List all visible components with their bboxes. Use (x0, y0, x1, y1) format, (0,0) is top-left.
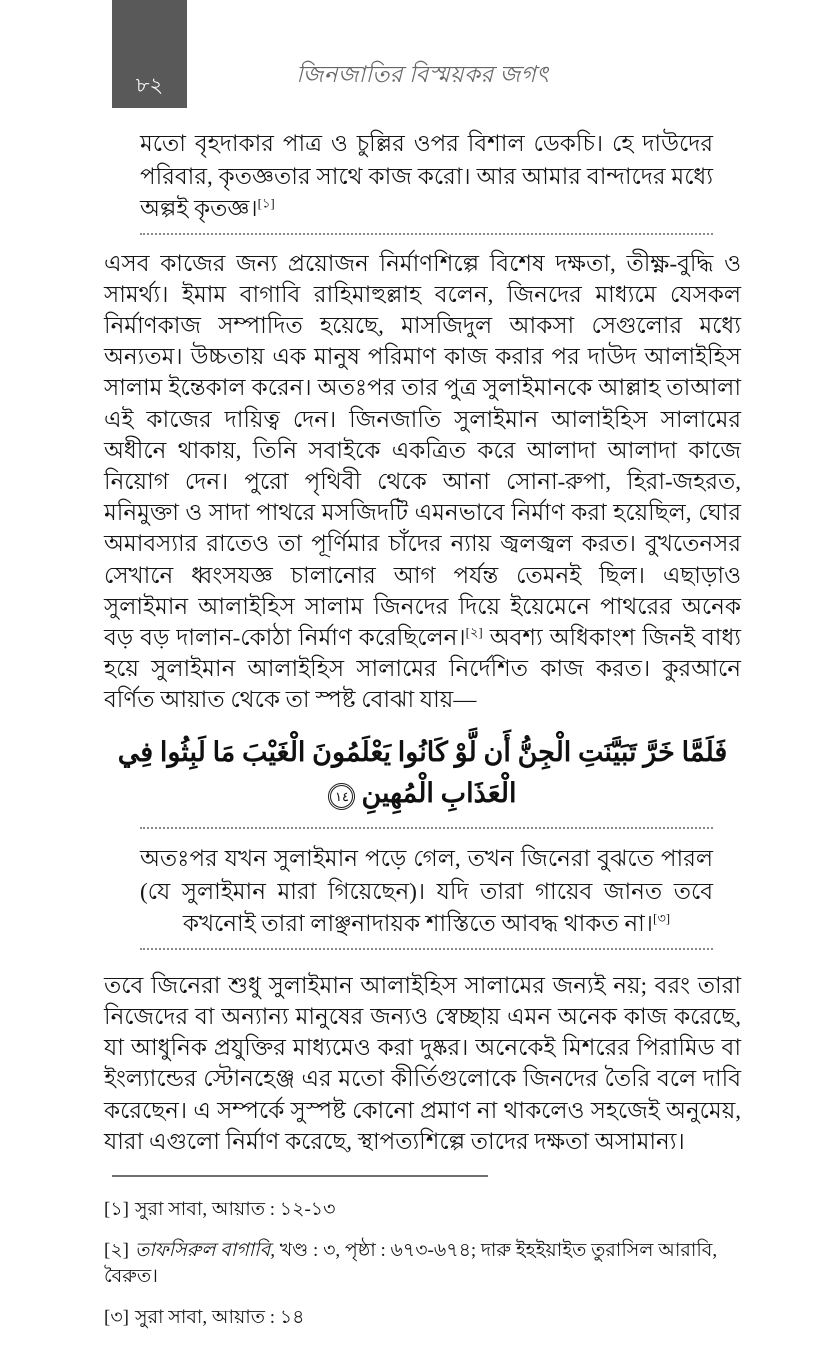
footnote-separator (112, 1175, 488, 1177)
footnote-marker: [৩] (104, 1306, 130, 1328)
footnote-item (104, 1238, 741, 1290)
footnote-ref-3: [৩] (653, 910, 671, 926)
page-number: ৮২ (135, 73, 164, 97)
dotted-divider (140, 233, 713, 235)
ayah-number-mark: ١٤ (328, 783, 355, 810)
arabic-verse-text: فَلَمَّا خَرَّ تَبَيَّنَتِ الْجِنُّ أَن لَّوْ كَانُوا يَعْلَمُونَ الْغَيْبَ مَا لَبِثُوا فِي الْعَذَابِ الْمُهِينِ (117, 736, 728, 809)
paragraph-text: অবশ্য অধিকাংশ জিনই বাধ্য হয়ে সুলাইমান আলাইহিস সালামের নির্দেশিত কাজ করত। কুরআনে বর্ণিত আয়াত থেকে তা স্পষ্ট বোঝা যায়— (104, 624, 741, 713)
quote-text: অতঃপর যখন সুলাইমান পড়ে গেল, তখন জিনেরা বুঝতে পারল (যে সুলাইমান মারা গিয়েছেন)। যদি তারা গায়েব জানত তবে কখনোই তারা লাঞ্ছনাদায়ক শাস্তিতে আবদ্ধ থাকত না। (140, 846, 713, 937)
footnote-text: খণ্ড : ৩, পৃষ্ঠা : ৬৭৩-৬৭৪; দারু ইহইয়াইত তুরাসিল আরাবি, বৈরুত। (104, 1239, 718, 1287)
footnote-book-title: তাফসিরুল বাগাবি, (135, 1239, 275, 1261)
dotted-divider (140, 827, 713, 829)
quote-translation-2 (140, 843, 713, 941)
arabic-verse (104, 732, 741, 816)
body-paragraph-1 (104, 248, 741, 716)
footnote-item (104, 1197, 741, 1223)
quote-translation-1 (140, 128, 713, 226)
footnotes (104, 1197, 741, 1331)
footnote-text: সুরা সাবা, আয়াত : ১৪ (135, 1306, 305, 1328)
footnote-item (104, 1305, 741, 1331)
paragraph-text: তবে জিনেরা শুধু সুলাইমান আলাইহিস সালামের জন্যই নয়; বরং তারা নিজেদের বা অন্যান্য মানুষের জন্যও স্বেচ্ছায় এমন অনেক কাজ করেছে, যা আধুনিক প্রযুক্তির মাধ্যমেও করা দুষ্কর। অনেকেই মিশরের পিরামিড বা ইংল্যান্ডের স্টোনহেঞ্জ এর মতো কীর্তিগুলোকে জিনদের তৈরি বলে দাবি করেছেন। এ সম্পর্কে সুস্পষ্ট কোনো প্রমাণ না থাকলেও সহজেই অনুমেয়, যারা এগুলো নির্মাণ করেছে, স্থাপত্যশিল্পে তাদের দক্ষতা অসামান্য। (104, 972, 741, 1154)
footnote-ref-2: [২] (465, 624, 483, 640)
dotted-divider (140, 948, 713, 950)
paragraph-text: এসব কাজের জন্য প্রয়োজন নির্মাণশিল্পে বিশেষ দক্ষতা, তীক্ষ্ণ-বুদ্ধি ও সামর্থ্য। ইমাম বাগাবি রাহিমাহুল্লাহ বলেন, জিনদের মাধ্যমে যেসকল নির্মাণকাজ সম্পাদিত হয়েছে, মাসজিদুল আকসা সেগুলোর মধ্যে অন্যতম। উচ্চতায় এক মানুষ পরিমাণ কাজ করার পর দাউদ আলাইহিস সালাম ইন্তেকাল করেন। অতঃপর তার পুত্র সুলাইমানকে আল্লাহ তাআলা এই কাজের দায়িত্ব দেন। জিনজাতি সুলাইমান আলাইহিস সালামের অধীনে থাকায়, তিনি সবাইকে একত্রিত করে আলাদা আলাদা কাজে নিয়োগ দেন। পুরো পৃথিবী থেকে আনা সোনা-রুপা, হিরা-জহরত, মনিমুক্তা ও সাদা পাথরে মসজিদটি এমনভাবে নির্মাণ করা হয়েছিল, ঘোর অমাবস্যার রাতেও তা পূর্ণিমার চাঁদের ন্যায় জ্বলজ্বল করত। বুখতেনসর সেখানে ধ্বংসযজ্ঞ চালানোর আগ পর্যন্ত তেমনই ছিল। এছাড়াও সুলাইমান আলাইহিস সালাম জিনদের দিয়ে ইয়েমেনে পাথরের অনেক বড় বড় দালান-কোঠা নির্মাণ করেছিলেন। (104, 250, 741, 650)
page-content (104, 0, 741, 1346)
footnote-marker: [২] (104, 1239, 130, 1261)
footnote-ref-1: [১] (257, 195, 275, 211)
footnote-marker: [১] (104, 1198, 129, 1220)
running-head-title: জিনজাতির বিস্ময়কর জগৎ (296, 62, 549, 87)
body-paragraph-2 (104, 970, 741, 1157)
quote-text: মতো বৃহদাকার পাত্র ও চুল্লির ওপর বিশাল ডেকচি। হে দাউদের পরিবার, কৃতজ্ঞতার সাথে কাজ করো। আর আমার বান্দাদের মধ্যে অল্পই কৃতজ্ঞ। (140, 131, 713, 221)
footnote-text: সুরা সাবা, আয়াত : ১২-১৩ (134, 1198, 336, 1220)
